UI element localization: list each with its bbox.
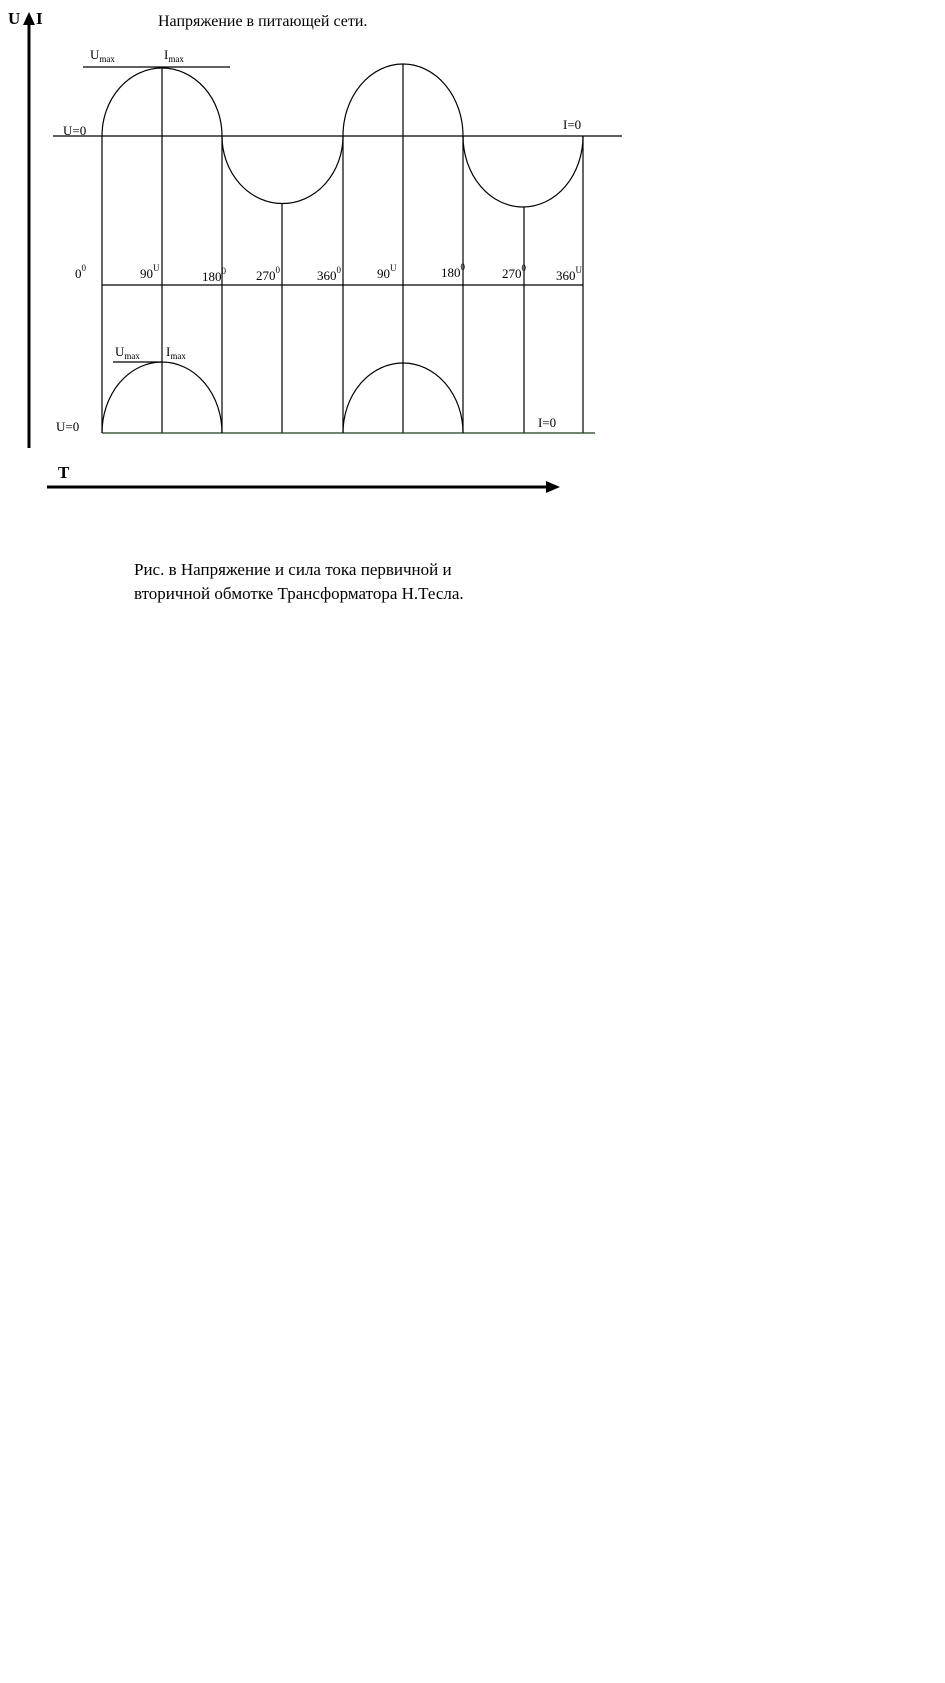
angle-label-180b: $180^0$ (441, 262, 465, 280)
top-imax-label: $I_{max}$ (164, 47, 184, 64)
angle-label-180a: $180^0$ (202, 266, 226, 284)
angle-label-90a: $90^U$ (140, 263, 160, 281)
caption-line-1: Рис. в Напряжение и сила тока первичной и (134, 560, 452, 579)
caption-line-2: вторичной обмотке Трансформатора Н.Тесла. (134, 584, 464, 603)
top-wave-negative-1 (222, 136, 343, 204)
bottom-u-zero-label: U=0 (56, 419, 80, 434)
bottom-i-zero-label: I=0 (538, 415, 557, 430)
angle-label-360b: $360^U$ (556, 265, 582, 283)
bottom-imax-label: $I_{max}$ (166, 344, 186, 361)
y-axis-arrow (23, 12, 35, 25)
angle-label-360a: $360^0$ (317, 265, 341, 283)
diagram-title: Напряжение в питающей сети. (158, 13, 368, 30)
x-axis-label-t: T (58, 463, 70, 482)
top-i-zero-label: I=0 (563, 117, 582, 132)
top-u-zero-label: U=0 (63, 123, 87, 138)
top-wave-negative-2 (463, 136, 583, 207)
y-axis-label-i: I (36, 9, 43, 28)
angle-label-270a: $270^0$ (256, 265, 280, 283)
voltage-current-diagram (0, 0, 945, 520)
x-axis-arrow (546, 481, 560, 493)
bottom-umax-label: $U_{max}$ (115, 344, 140, 361)
angle-label-270b: $270^0$ (502, 263, 526, 281)
angle-label-90b: $90^U$ (377, 263, 397, 281)
figure-caption (134, 558, 654, 606)
y-axis-label-u: U (8, 9, 21, 28)
top-umax-label: $U_{max}$ (90, 47, 115, 64)
angle-label-0: $0^0$ (75, 263, 86, 281)
